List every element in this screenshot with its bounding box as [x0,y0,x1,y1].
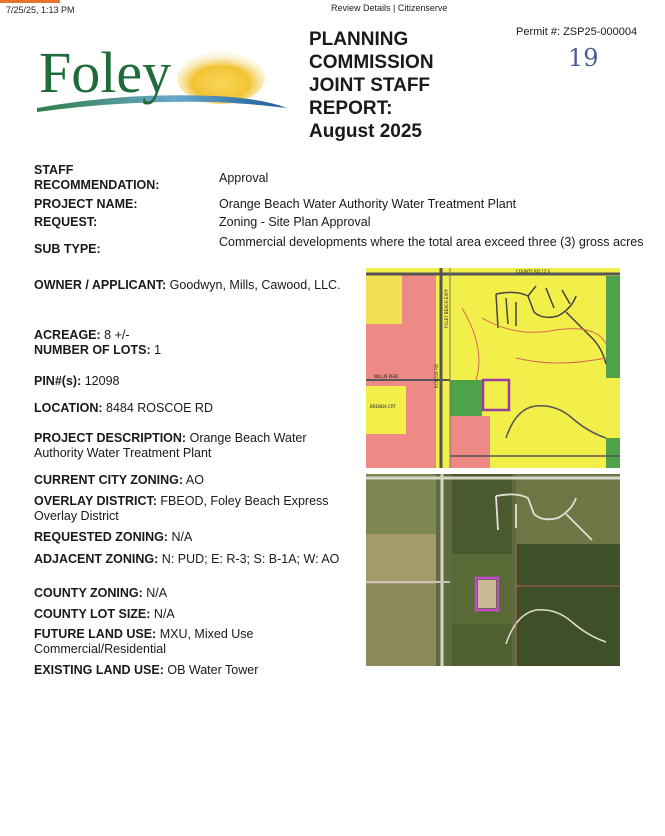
adjacent-zoning-field [34,552,344,567]
sub-type-value: Commercial developments where the total area exceed three (3) gross acres [219,235,644,249]
city-zoning-label: CURRENT CITY ZONING: [34,473,184,487]
future-land-use-label: FUTURE LAND USE: [34,627,157,641]
county-lot-label: COUNTY LOT SIZE: [34,607,151,621]
logo-wordmark: Foley [39,40,172,105]
owner-value: Goodwyn, Mills, Cawood, LLC. [169,278,341,292]
sub-type-label: SUB TYPE: [34,242,101,256]
print-page-title: Review Details | Citizenserve [331,3,448,13]
city-zoning-field [34,473,344,488]
pin-value: 12098 [84,374,120,388]
overlay-value: FBEOD, Foley Beach Express Overlay District [34,494,329,523]
map-road-label: WILLIS PEEK [374,374,399,379]
description-value: Orange Beach Water Authority Water Treatment Plant [34,431,307,460]
existing-land-use-value: OB Water Tower [167,663,259,677]
location-field [34,401,344,416]
overlay-label: OVERLAY DISTRICT: [34,494,157,508]
existing-land-use-label: EXISTING LAND USE: [34,663,164,677]
permit-number: Permit #: ZSP25-000004 [516,26,638,38]
report-title-line: PLANNING [309,29,409,50]
acreage-value: 8 +/- [104,328,130,342]
map-road-label: ROSCOE RD [434,363,439,388]
report-title-line: REPORT: [309,98,393,119]
report-title-line: COMMISSION [309,52,434,73]
county-zoning-label: COUNTY ZONING: [34,586,143,600]
owner-field [34,278,344,293]
scan-corner-mark [0,0,60,3]
county-zoning-field [34,586,344,601]
foley-logo [35,34,290,114]
map-road-label: BRENDA CRT [370,404,396,409]
requested-zoning-label: REQUESTED ZONING: [34,530,169,544]
county-lot-value: N/A [153,607,175,621]
description-field [34,431,344,461]
county-lot-field [34,607,344,622]
project-name-value: Orange Beach Water Authority Water Treatment Plant [219,197,517,211]
staff-rec-label-2: RECOMMENDATION: [34,178,160,192]
adjacent-zoning-value: N: PUD; E: R-3; S: B-1A; W: AO [161,552,340,566]
requested-zoning-field [34,530,344,545]
county-zoning-value: N/A [146,586,168,600]
city-zoning-value: AO [185,473,204,487]
report-title-line: August 2025 [309,121,422,142]
map-road-label: FOLEY BEACH EXPY [444,289,449,328]
requested-zoning-value: N/A [171,530,193,544]
acreage-label: ACREAGE: [34,328,101,342]
map-road-label: COUNTY RD 12 S [516,269,551,274]
staff-rec-label-1: STAFF [34,163,74,177]
request-value: Zoning - Site Plan Approval [219,215,371,229]
report-title-line: JOINT STAFF [309,75,431,96]
report-title [309,28,434,143]
lots-value: 1 [154,343,162,357]
zoning-map [366,268,620,468]
owner-label: OWNER / APPLICANT: [34,278,167,292]
overlay-field [34,494,344,524]
pin-label: PIN#(s): [34,374,82,388]
lots-label: NUMBER OF LOTS: [34,343,151,357]
description-label: PROJECT DESCRIPTION: [34,431,187,445]
lots-field [34,343,344,358]
staff-rec-value: Approval [219,171,269,185]
existing-land-use-field [34,663,344,678]
future-land-use-value: MXU, Mixed Use Commercial/Residential [34,627,254,656]
location-value: 8484 ROSCOE RD [106,401,213,415]
adjacent-zoning-label: ADJACENT ZONING: [34,552,159,566]
future-land-use-field [34,627,344,657]
project-name-label: PROJECT NAME: [34,197,138,211]
request-label: REQUEST: [34,215,98,229]
aerial-photo [366,474,620,666]
acreage-field [34,328,344,343]
location-label: LOCATION: [34,401,103,415]
handwritten-number: 19 [568,44,599,72]
print-timestamp: 7/25/25, 1:13 PM [6,5,75,15]
pin-field [34,374,344,389]
